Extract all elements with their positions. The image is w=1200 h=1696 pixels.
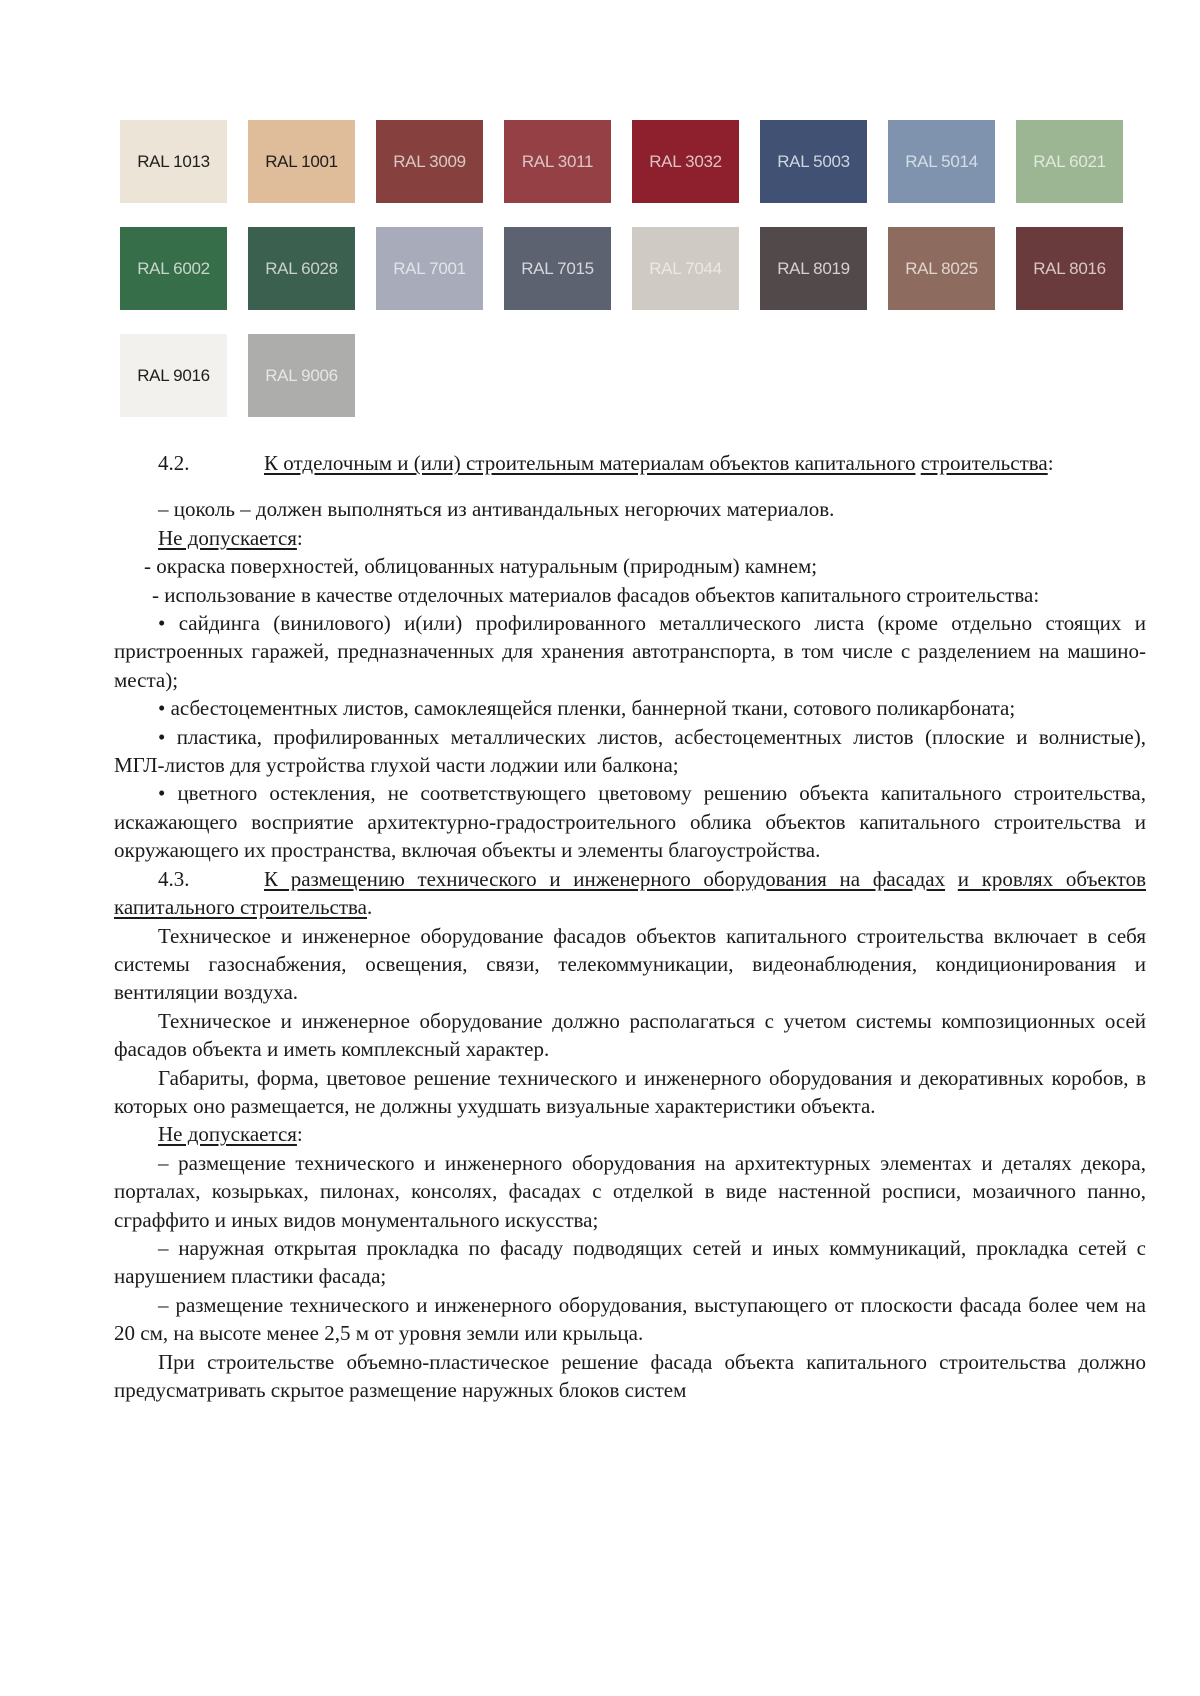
color-swatch: RAL 7001 — [376, 227, 483, 310]
color-swatch: RAL 6028 — [248, 227, 355, 310]
dash-item: – наружная открытая прокладка по фасаду подводящих сетей и иных коммуникаций, прокладка сетей с нарушением пластики фасада; — [114, 1235, 1146, 1289]
not-allowed-text: Не допускается — [158, 1122, 297, 1147]
color-swatch: RAL 8016 — [1016, 227, 1123, 310]
section-4-2-title-cont: строительства — [920, 451, 1048, 475]
section-4-2-title: К отделочным и (или) строительным материалам объектов капитального — [264, 451, 916, 475]
dash-item: – размещение технического и инженерного оборудования, выступающего от плоскости фасада более чем на 20 см, на высоте менее 2,5 м от уровня земли или крыльца. — [114, 1292, 1146, 1346]
color-swatch: RAL 1013 — [120, 120, 227, 203]
color-swatch: RAL 7015 — [504, 227, 611, 310]
section-4-3-title-end: . — [366, 895, 373, 920]
not-allowed-label — [114, 524, 1146, 552]
finishing-materials-item: - использование в качестве отделочных материалов фасадов объектов капитального строительства: — [152, 582, 1040, 607]
color-swatch: RAL 9016 — [120, 334, 227, 417]
not-allowed-text: Не допускается — [158, 525, 297, 550]
color-swatch: RAL 5014 — [888, 120, 995, 203]
not-allowed-label — [114, 1120, 1146, 1148]
not-allowed-colon: : — [296, 1122, 303, 1147]
color-swatch: RAL 6002 — [120, 227, 227, 310]
color-swatch: RAL 8019 — [760, 227, 867, 310]
section-4-2-number: 4.2. — [158, 451, 190, 475]
section-4-3-title-cont: и кровлях объектов капитального строительства — [114, 866, 1146, 920]
section-4-3-number: 4.3. — [158, 866, 190, 891]
bullet-item: • сайдинга (винилового) и(или) профилированного металлического листа (кроме отдельно стоящих и пристроенных гаражей, предназначенных для хранения автотранспорта, в том числе с разделением на машино-места); — [114, 611, 1146, 692]
paragraph: Техническое и инженерное оборудование фасадов объектов капитального строительства включает в себя системы газоснабжения, освещения, связи, телекоммуникации, видеонаблюдения, кондиционирования и вентиляции воздуха. — [114, 923, 1146, 1005]
color-swatch: RAL 3011 — [504, 120, 611, 203]
color-swatch: RAL 6021 — [1016, 120, 1123, 203]
section-4-2-heading — [114, 449, 1146, 477]
bullet-item: • цветного остекления, не соответствующего цветовому решению объекта капитального строительства, искажающего восприятие архитектурно-градостроительного облика объектов капитального строительства и окружающего их пространства, включая объекты и элементы благоустройства. — [114, 781, 1146, 863]
section-4-3-title: К размещению технического и инженерного оборудования на фасадах — [264, 866, 946, 891]
color-swatch: RAL 8025 — [888, 227, 995, 310]
not-allowed-colon: : — [296, 525, 303, 550]
document-text — [114, 449, 1146, 1404]
bullet-item: • асбестоцементных листов, самоклеящейся пленки, баннерной ткани, сотового поликарбоната; — [158, 696, 1016, 721]
plinth-requirement: – цоколь – должен выполняться из антивандальных негорючих материалов. — [158, 497, 835, 522]
color-swatch: RAL 3009 — [376, 120, 483, 203]
ral-color-swatches — [120, 120, 1140, 417]
bullet-item: • пластика, профилированных металлических листов, асбестоцементных листов (плоские и волнистые), МГЛ-листов для устройства глухой части лоджии или балкона; — [114, 724, 1146, 778]
color-swatch: RAL 3032 — [632, 120, 739, 203]
paint-stone-item: - окраска поверхностей, облицованных натуральным (природным) камнем; — [144, 554, 818, 579]
paragraph: Габариты, форма, цветовое решение технического и инженерного оборудования и декоративных коробов, в которых оно размещается, не должны ухудшать визуальные характеристики объекта. — [114, 1065, 1146, 1118]
color-swatch: RAL 1001 — [248, 120, 355, 203]
paragraph: Техническое и инженерное оборудование должно располагаться с учетом системы композиционных осей фасадов объекта и иметь комплексный характер. — [114, 1008, 1146, 1062]
dash-item: – размещение технического и инженерного оборудования на архитектурных элементах и деталях декора, порталах, козырьках, пилонах, консолях, фасадах с отделкой в виде настенной росписи, мозаичного панно, сграффито и иных видов монументального искусства; — [114, 1150, 1146, 1232]
section-4-3-heading — [114, 865, 1146, 922]
color-swatch: RAL 7044 — [632, 227, 739, 310]
section-4-2-title-end: : — [1047, 451, 1054, 475]
closing-paragraph: При строительстве объемно-пластическое решение фасада объекта капитального строительства должно предусматривать скрытое размещение наружных блоков систем — [114, 1349, 1146, 1402]
color-swatch: RAL 9006 — [248, 334, 355, 417]
color-swatch: RAL 5003 — [760, 120, 867, 203]
